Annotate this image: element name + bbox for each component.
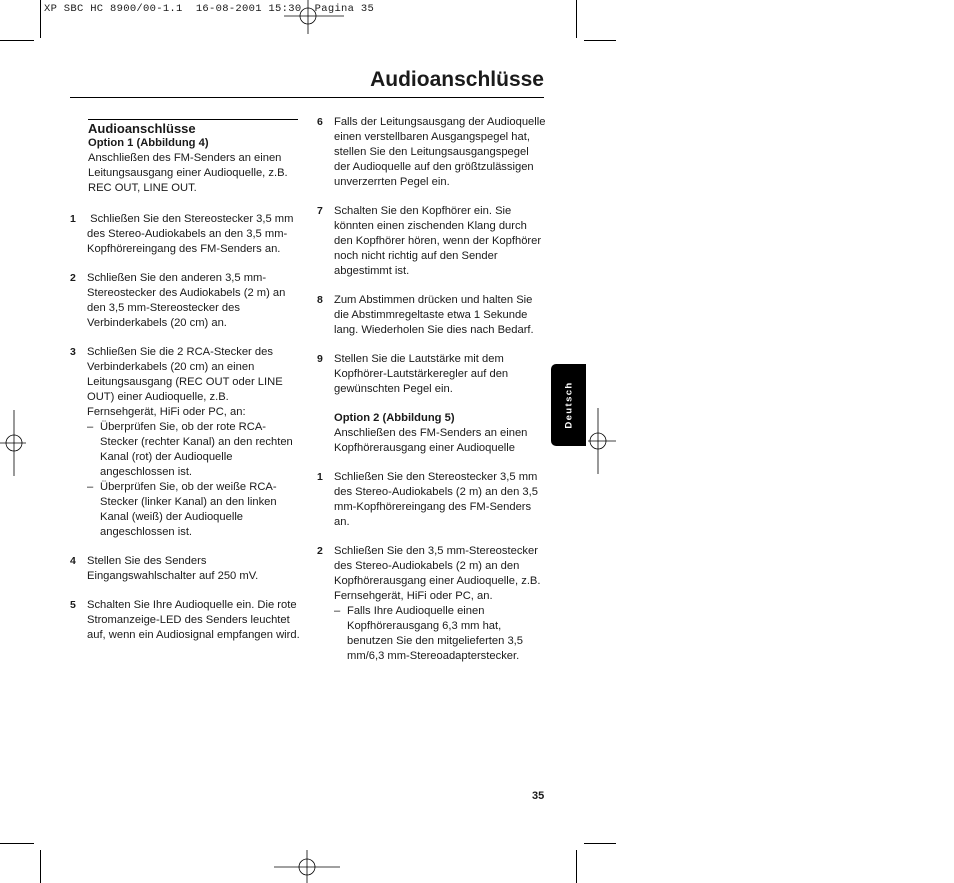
step-text: Schließen Sie den anderen 3,5 mm-Stereostecker des Audiokabels (2 m) an den 3,5 mm-Stereostecker des Verbinderkabels (20 cm) an. (87, 272, 286, 329)
bullet-item: – Überprüfen Sie, ob der weiße RCA-Stecker (linker Kanal) an den linken Kanal (weiß) der Audioquelle angeschlossen ist. (87, 480, 300, 540)
crop-mark (0, 843, 34, 844)
step-number: 3 (70, 346, 76, 358)
print-slug-line: XP SBC HC 8900/00-1.1 16-08-2001 15:30 Pagina 35 (44, 3, 375, 15)
list-item (317, 544, 547, 664)
crop-mark (40, 0, 41, 38)
section-heading: Audioanschlüsse (88, 121, 196, 136)
step-number: 1 (317, 471, 323, 483)
step-text: Schalten Sie den Kopfhörer ein. Sie könnten einen zischenden Klang durch den Kopfhörer hören, wenn der Kopfhörer noch nicht richtig auf den Sender abgestimmt ist. (334, 205, 542, 277)
bullet-text: Überprüfen Sie, ob der weiße RCA-Stecker (linker Kanal) an den linken Kanal (weiß) der Audioquelle angeschlossen ist. (100, 481, 277, 538)
list-item (70, 345, 300, 540)
bullet-text: Falls Ihre Audioquelle einen Kopfhörerausgang 6,3 mm hat, benutzen Sie den mitgelieferten 3,5 mm/6,3 mm-Stereoadapterstecker. (347, 605, 524, 662)
crop-mark (40, 850, 41, 883)
registration-mark-icon (588, 408, 616, 474)
list-item (317, 204, 547, 279)
crop-mark (584, 843, 616, 844)
step-text: Schließen Sie den Stereostecker 3,5 mm des Stereo-Audiokabels an den 3,5 mm-Kopfhörereingang des FM-Senders an. (87, 213, 297, 255)
crop-mark (584, 40, 616, 41)
bullet-item: – Überprüfen Sie, ob der rote RCA-Stecker (rechter Kanal) an den rechten Kanal (rot) der Audioquelle angeschlossen ist. (87, 420, 300, 480)
language-tab (551, 364, 586, 446)
language-tab-label: Deutsch (563, 381, 574, 429)
left-column (70, 121, 300, 643)
step-text: Schließen Sie die 2 RCA-Stecker des Verbinderkabels (20 cm) an einen Leitungsausgang (REC OUT oder LINE OUT) einer Audioquelle, z.B. Fernsehgerät, HiFi oder PC, an: (87, 346, 283, 418)
step-number: 7 (317, 205, 323, 217)
step-text: Schließen Sie den 3,5 mm-Stereostecker des Stereo-Audiokabels (2 m) an den Kopfhörerausgang einer Audioquelle, z.B. Fernsehgerät, HiFi oder PC, an. (334, 545, 541, 602)
step-number: 5 (70, 599, 76, 611)
step-number: 4 (70, 555, 76, 567)
registration-mark-icon (274, 850, 340, 883)
list-item (70, 554, 300, 584)
list-item (70, 271, 300, 331)
step-number: 1 (70, 213, 76, 225)
step-number: 2 (317, 545, 323, 557)
page-title: Audioanschlüsse (370, 68, 544, 91)
crop-mark (576, 850, 577, 883)
bullet-item: – Falls Ihre Audioquelle einen Kopfhörerausgang 6,3 mm hat, benutzen Sie den mitgelieferten 3,5 mm/6,3 mm-Stereoadapterstecker. (334, 604, 547, 664)
crop-mark (0, 40, 34, 41)
step-number: 9 (317, 353, 323, 365)
list-item (317, 470, 547, 530)
option-intro: Anschließen des FM-Senders an einen Leitungsausgang einer Audioquelle, z.B. REC OUT, LINE OUT. (88, 152, 288, 194)
right-column (317, 115, 547, 664)
section-rule (88, 119, 298, 120)
step-number: 6 (317, 116, 323, 128)
step-text: Zum Abstimmen drücken und halten Sie die Abstimmregeltaste etwa 1 Sekunde lang. Wiederholen Sie dies nach Bedarf. (334, 294, 534, 336)
option-title: Option 1 (Abbildung 4) (88, 137, 209, 149)
step-number: 2 (70, 272, 76, 284)
registration-mark-icon (0, 410, 26, 476)
step-number: 8 (317, 294, 323, 306)
list-item (317, 352, 547, 397)
step-text: Stellen Sie die Lautstärke mit dem Kopfhörer-Lautstärkeregler auf den gewünschten Pegel ein. (334, 353, 509, 395)
step-text: Stellen Sie des Senders Eingangswahlschalter auf 250 mV. (87, 555, 259, 582)
list-item (317, 115, 547, 190)
list-item (70, 598, 300, 643)
step-text: Schließen Sie den Stereostecker 3,5 mm des Stereo-Audiokabels (2 m) an den 3,5 mm-Kopfhörereingang des FM-Senders an. (334, 471, 538, 528)
step-text: Falls der Leitungsausgang der Audioquelle einen verstellbaren Ausgangspegel hat, stellen Sie den Leitungsausgangspegel der Audioquelle auf den größtzulässigen unverzerrten Pegel ein. (334, 116, 546, 188)
crop-mark (576, 0, 577, 38)
page-number: 35 (532, 790, 545, 802)
option-intro: Anschließen des FM-Senders an einen Kopfhörerausgang einer Audioquelle (334, 427, 528, 454)
step-text: Schalten Sie Ihre Audioquelle ein. Die rote Stromanzeige-LED des Senders leuchtet auf, wenn ein Audiosignal empfangen wird. (87, 599, 300, 641)
option-title: Option 2 (Abbildung 5) (334, 412, 455, 424)
list-item (70, 212, 300, 257)
bullet-text: Überprüfen Sie, ob der rote RCA-Stecker (rechter Kanal) an den rechten Kanal (rot) der Audioquelle angeschlossen ist. (100, 421, 293, 478)
title-rule (70, 97, 544, 98)
list-item (317, 293, 547, 338)
